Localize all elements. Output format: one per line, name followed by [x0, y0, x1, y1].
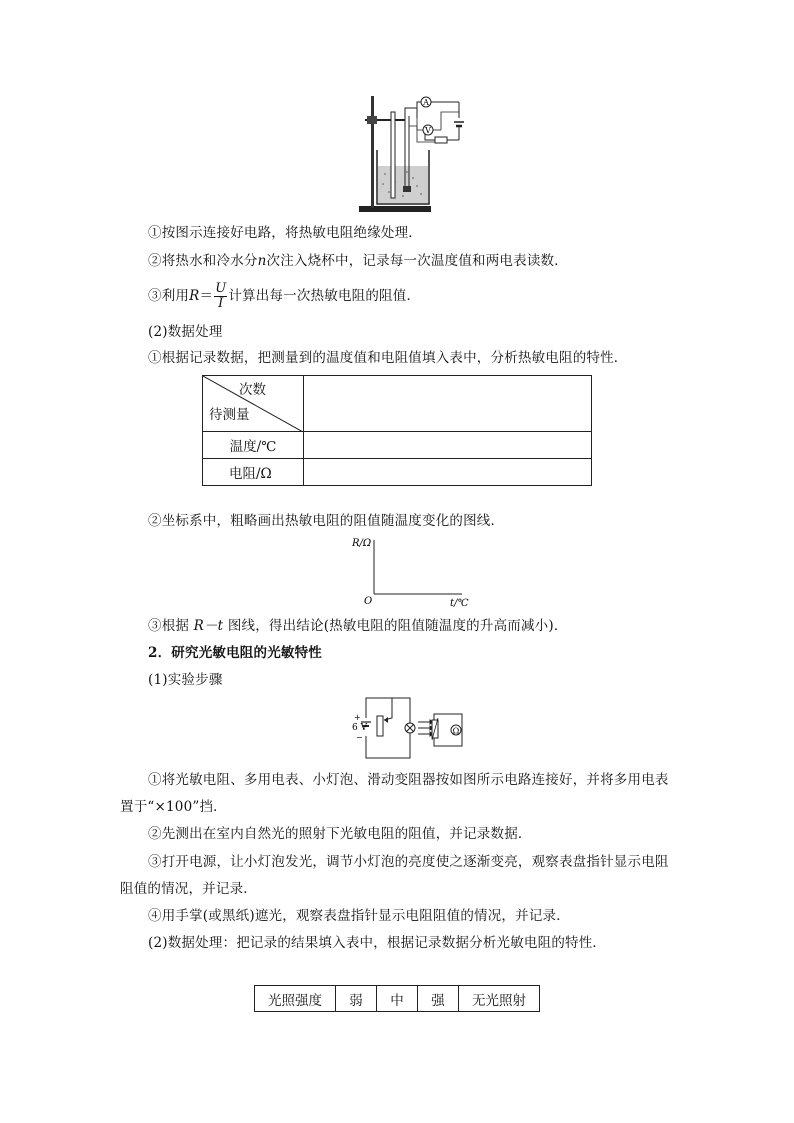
battery-plus: + [354, 713, 361, 722]
ohmmeter-label: Ω [452, 726, 460, 736]
step-2-3-line2: 阻值的情况，并记录． [120, 881, 257, 897]
step-2-1-line1: ①将光敏电阻、多用电表、小灯泡、滑动变阻器按如图所示电路连接好，并将多用电表 [148, 772, 669, 788]
step-2-2: ②先测出在室内自然光的照射下光敏电阻的阻值，并记录数据． [148, 826, 532, 842]
data-step-3-text-b: 图线，得出结论(热敏电阻的阻值随温度的升高而减小)． [227, 618, 568, 634]
step-3-equals: ＝ [199, 288, 214, 304]
header-quantity: 待测量 [209, 407, 250, 423]
data-processing-heading: (2)数据处理 [148, 324, 223, 340]
battery-voltage: 6 V [352, 723, 368, 733]
step-2-1-line2: 置于“×100”挡． [120, 799, 227, 815]
light-none: 无光照射 [459, 986, 540, 1012]
light-intensity-table [254, 985, 540, 1012]
step-3-var-r: R [189, 288, 200, 304]
photoresistor-circuit-figure [352, 694, 466, 762]
rt-axes [350, 536, 480, 608]
step-3-text-b: 计算出每一次热敏电阻的阻值． [228, 288, 421, 304]
table-empty-cell [304, 376, 592, 432]
header-count: 次数 [239, 382, 266, 398]
origin-label: O [364, 596, 373, 607]
light-medium: 中 [377, 986, 418, 1012]
data-step-1: ①根据记录数据，把测量到的温度值和电阻值填入表中，分析热敏电阻的特性． [148, 350, 628, 366]
step-3-text-a: ③利用 [148, 288, 190, 304]
ammeter-label: A [423, 98, 429, 107]
section-2-heading: 2．研究光敏电阻的光敏特性 [148, 645, 322, 661]
battery-minus: − [356, 733, 363, 742]
ohms-law-fraction [214, 282, 227, 311]
step-3-compute-resistance [148, 278, 420, 314]
light-intensity-header: 光照强度 [255, 986, 336, 1012]
step-2-3-line1: ③打开电源，让小灯泡发光，调节小灯泡的亮度使之逐渐变亮，观察表盘指针显示电阻 [148, 854, 669, 870]
table-empty-cell [304, 432, 592, 459]
data-step-3 [148, 616, 568, 636]
table-empty-cell [304, 459, 592, 486]
step-1-connect-circuit: ①按图示连接好电路，将热敏电阻绝缘处理． [148, 225, 422, 241]
data-step-3-var: R－t [193, 618, 224, 634]
diagonal-header-cell [203, 376, 304, 432]
light-weak: 弱 [336, 986, 377, 1012]
step-2-inject-water [148, 251, 568, 271]
section-2-subheading: (1)实验步骤 [148, 672, 223, 688]
fraction-denominator: I [218, 296, 224, 311]
step-2-variable: n [257, 253, 267, 269]
thermistor-data-table [202, 375, 592, 486]
step-2-text-a: ②将热水和冷水分 [148, 253, 258, 269]
row-resistance: 电阻/Ω [203, 459, 304, 486]
row-temperature: 温度/℃ [203, 432, 304, 459]
step-2-5-data-processing: (2)数据处理：把记录的结果填入表中，根据记录数据分析光敏电阻的特性． [148, 935, 607, 951]
fraction-numerator: U [215, 281, 227, 296]
data-step-3-text-a: ③根据 [148, 618, 190, 634]
thermistor-apparatus-figure [355, 94, 475, 216]
step-2-text-b: 次注入烧杯中，记录每一次温度值和两电表读数． [266, 253, 568, 269]
x-axis-label: t/℃ [450, 598, 469, 608]
light-strong: 强 [418, 986, 459, 1012]
y-axis-label: R/Ω [352, 538, 372, 549]
data-step-2: ②坐标系中，粗略画出热敏电阻的阻值随温度变化的图线． [148, 513, 505, 529]
step-2-4: ④用手掌(或黑纸)遮光，观察表盘指针显示电阻阻值的情况，并记录． [148, 908, 570, 924]
voltmeter-label: V [425, 126, 431, 135]
